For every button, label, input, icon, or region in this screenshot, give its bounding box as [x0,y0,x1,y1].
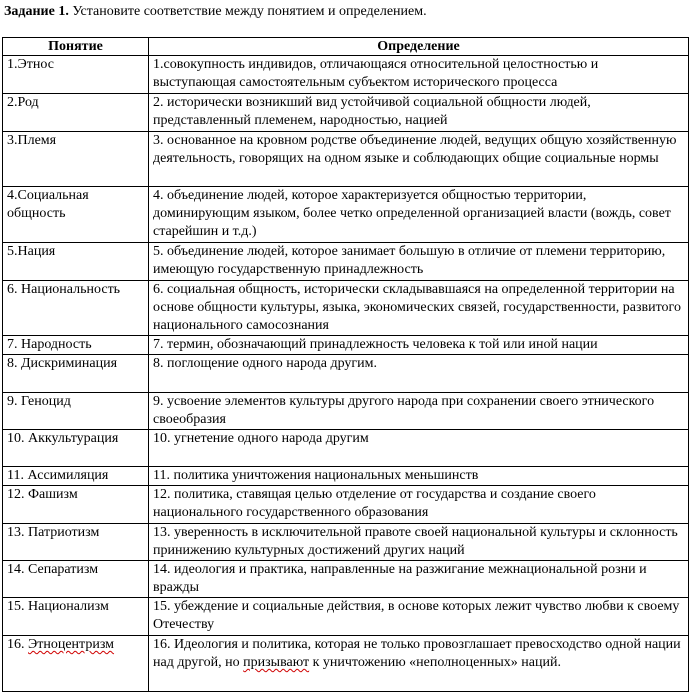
concept-word-spellcheck: Этноцентризм [28,637,115,652]
table-row [3,94,689,132]
definition-cell: 9. усвоение элементов культуры другого народа при сохранении своего этнического своеобразия [149,393,689,430]
definition-word-spellcheck: призывают [243,655,310,670]
header-definition: Определение [149,38,689,56]
definition-cell: 15. убеждение и социальные действия, в основе которых лежит чувство любви к своему Отечеству [149,598,689,636]
concept-cell: 7. Народность [3,336,149,355]
table-row [3,598,689,636]
definition-cell: 12. политика, ставящая целью отделение от государства и создание своего национального государственного образования [149,486,689,524]
table-row [3,561,689,598]
table-row [3,56,689,94]
concept-cell: 15. Национализм [3,598,149,636]
definition-cell: 6. социальная общность, исторически складывавшаяся на определенной территории на основе общности культуры, языка, экономических связей, государственности, развитого национального самосознания [149,281,689,336]
table-row [3,467,689,486]
table-row [3,393,689,430]
definition-cell [149,636,689,692]
definition-cell: 4. объединение людей, которое характеризуется общностью территории, доминирующим языком, более четко определенной организацией власти (вождь, совет старейшин и т.д.) [149,187,689,243]
task-heading [4,3,427,20]
concept-cell [3,636,149,692]
concept-cell: 12. Фашизм [3,486,149,524]
table-row [3,243,689,281]
table-row [3,355,689,393]
concept-cell: 8. Дискриминация [3,355,149,393]
definition-part-a: 16. Идеология и политика, которая не только провозглашает превосходство одной нации над другой, но [153,637,681,670]
definition-cell: 8. поглощение одного народа другим. [149,355,689,393]
concept-cell: 2.Род [3,94,149,132]
table-row [3,636,689,692]
concept-cell: 9. Геноцид [3,393,149,430]
concept-cell: 11. Ассимиляция [3,467,149,486]
definition-cell: 7. термин, обозначающий принадлежность человека к той или иной нации [149,336,689,355]
concept-cell: 13. Патриотизм [3,524,149,561]
table-row [3,132,689,187]
definition-cell: 1.совокупность индивидов, отличающаяся относительной целостностью и выступающая самостоятельным субъектом исторического процесса [149,56,689,94]
concept-number: 16. [7,637,28,652]
table-row [3,524,689,561]
table-row [3,336,689,355]
definition-cell: 13. уверенность в исключительной правоте своей национальной культуры и склонность принижению культурных достижений других наций [149,524,689,561]
definition-cell: 11. политика уничтожения национальных меньшинств [149,467,689,486]
concept-cell: 4.Социальная общность [3,187,149,243]
definition-cell: 10. угнетение одного народа другим [149,430,689,467]
table-row [3,187,689,243]
definition-cell: 14. идеология и практика, направленные на разжигание межнациональной розни и вражды [149,561,689,598]
concept-cell: 6. Национальность [3,281,149,336]
definition-cell: 3. основанное на кровном родстве объединение людей, ведущих общую хозяйственную деятельность, говорящих на одном языке и соблюдающих общие социальные нормы [149,132,689,187]
header-concept: Понятие [3,38,149,56]
concept-cell: 5.Нация [3,243,149,281]
definition-cell: 2. исторически возникший вид устойчивой социальной общности людей, представленный племенем, народностью, нацией [149,94,689,132]
matching-table [2,37,689,692]
concept-cell: 1.Этнос [3,56,149,94]
table-row [3,486,689,524]
concept-cell: 10. Аккультурация [3,430,149,467]
table-row [3,281,689,336]
concept-cell: 3.Племя [3,132,149,187]
task-text: Установите соответствие между понятием и определением. [68,4,427,19]
table-row [3,430,689,467]
table-header-row [3,38,689,56]
concept-cell: 14. Сепаратизм [3,561,149,598]
definition-part-b: к уничтожению «неполноценных» наций. [309,655,561,670]
task-label: Задание 1. [4,4,69,19]
definition-cell: 5. объединение людей, которое занимает большую в отличие от племени территорию, имеющую государственную принадлежность [149,243,689,281]
